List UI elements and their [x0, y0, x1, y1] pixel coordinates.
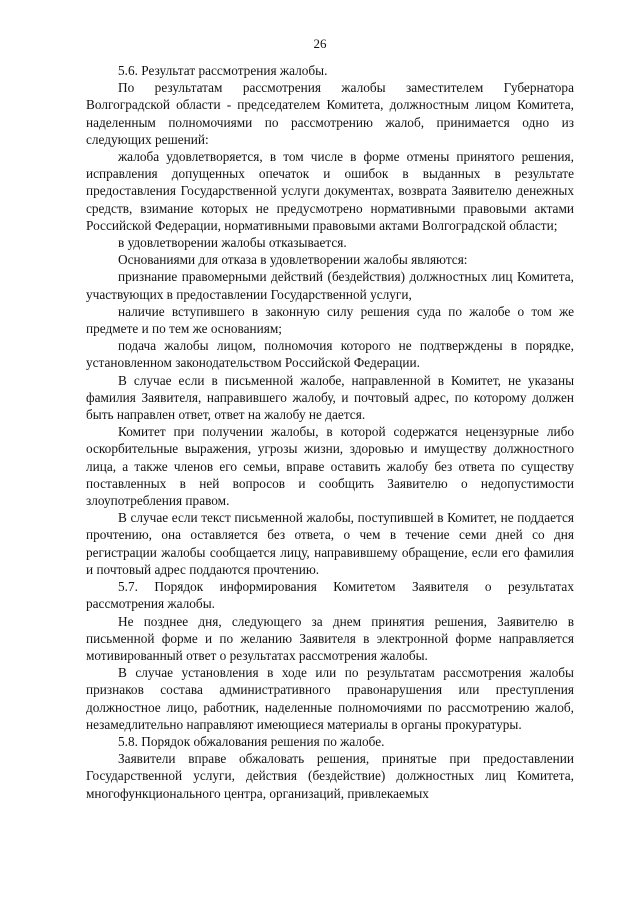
paragraph: жалоба удовлетворяется, в том числе в форме отмены принятого решения, исправления допущенных опечаток и ошибок в выданных в результате предоставления Государственной услуги документах, возврата Заявителю денежных средств, взимание которых не предусмотрено нормативными правовыми актами Российской Федерации, нормативными правовыми актами Волгоградской области;	[86, 149, 574, 233]
paragraph: наличие вступившего в законную силу решения суда по жалобе о том же предмете и по тем же основаниям;	[86, 303, 574, 337]
paragraph: подача жалобы лицом, полномочия которого не подтверждены в порядке, установленном законодательством Российской Федерации.	[86, 338, 574, 371]
section-heading-5-7: 5.7. Порядок информирования Комитетом Заявителя о результатах рассмотрения жалобы.	[86, 579, 574, 612]
paragraph: В случае установления в ходе или по результатам рассмотрения жалобы признаков состава административного правонарушения или преступления должностное лицо, работник, наделенные полномочиями по рассмотрению жалоб, незамедлительно направляют имеющиеся материалы в органы прокуратуры.	[86, 665, 574, 732]
paragraph: в удовлетворении жалобы отказывается.	[118, 235, 347, 251]
paragraph: Основаниями для отказа в удовлетворении жалобы являются:	[118, 252, 468, 268]
section-heading-5-8: 5.8. Порядок обжалования решения по жалобе.	[118, 733, 385, 749]
page-number: 26	[313, 36, 327, 51]
paragraph: Заявители вправе обжаловать решения, принятые при предоставлении Государственной услуги, действия (бездействие) должностных лиц Комитета, многофункционального центра, организаций, привлекаемых	[86, 751, 574, 801]
paragraph: В случае если в письменной жалобе, направленной в Комитет, не указаны фамилия Заявителя, направившего жалобу, и почтовый адрес, по которому должен быть направлен ответ, ответ на жалобу не дается.	[86, 372, 574, 423]
section-heading-5-6: 5.6. Результат рассмотрения жалобы.	[118, 63, 328, 78]
paragraph: В случае если текст письменной жалобы, поступившей в Комитет, не поддается прочтению, она оставляется без ответа, о чем в течение семи дней со дня регистрации жалобы сообщается лицу, направившему обращение, если его фамилия и почтовый адрес поддаются прочтению.	[86, 510, 574, 577]
paragraph: признание правомерными действий (бездействия) должностных лиц Комитета, участвующих в предоставлении Государственной услуги,	[86, 269, 574, 302]
document-body	[86, 62, 574, 802]
paragraph: Комитет при получении жалобы, в которой содержатся нецензурные либо оскорбительные выражения, угрозы жизни, здоровью и имуществу должностного лица, а также членов его семьи, вправе оставить жалобу без ответа по существу поставленных в ней вопросов и сообщить Заявителю о недопустимости злоупотребления правом.	[86, 424, 574, 509]
paragraph: Не позднее дня, следующего за днем принятия решения, Заявителю в письменной форме и по желанию Заявителя в электронной форме направляется мотивированный ответ о результатах рассмотрения жалобы.	[86, 613, 574, 663]
paragraph: По результатам рассмотрения жалобы заместителем Губернатора Волгоградской области - председателем Комитета, должностным лицом Комитета, наделенным полномочиями по рассмотрению жалоб, принимается одно из следующих решений:	[86, 80, 574, 147]
